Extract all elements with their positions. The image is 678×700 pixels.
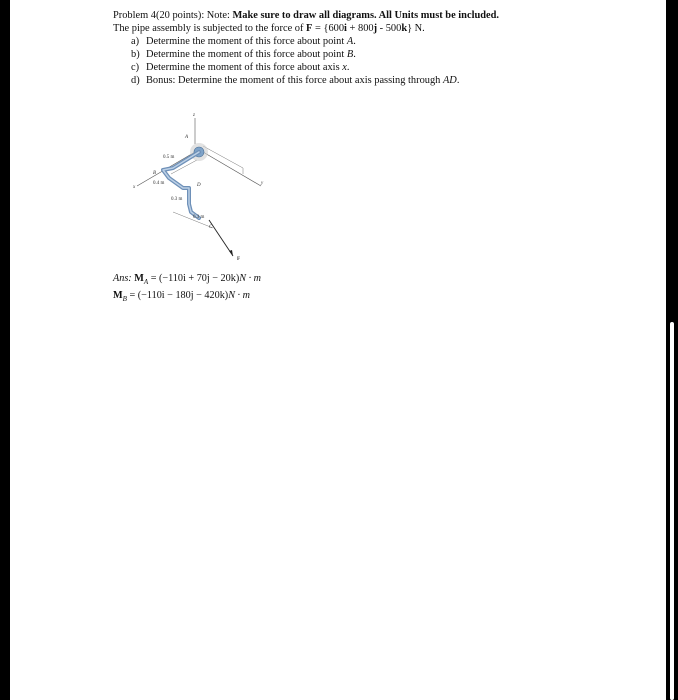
problem-header: Problem 4(20 points): Note: Make sure to draw all diagrams. All Units must be included. [113, 10, 500, 21]
label-F: F [237, 257, 241, 262]
label-y: y [261, 181, 264, 186]
answer [113, 272, 261, 306]
force-arrowhead [229, 250, 233, 256]
right-frame [666, 0, 678, 700]
dim-0-3m-b: 0.3 m [193, 215, 205, 220]
y-axis [203, 152, 261, 186]
question-a: a) Determine the moment of this force about point A. [131, 36, 356, 47]
label-B: B [153, 171, 157, 176]
problem-text [113, 9, 658, 87]
header-note-bold: Make sure to draw all diagrams. All Units must be included. [232, 10, 500, 21]
question-c: c) Determine the moment of this force about axis x. [131, 62, 350, 73]
answer-MA: Ans: $M_A = (-110i + 70j - 20k)N \cdot m$ [113, 273, 262, 287]
left-frame [0, 0, 10, 700]
scrollbar-thumb[interactable] [670, 322, 674, 700]
label-z: z [193, 113, 195, 118]
label-A: A [185, 135, 189, 140]
support-line [203, 146, 243, 168]
dim-0-3m-a: 0.3 m [171, 197, 183, 202]
answer-MB: $M_B = (-110i - 180j - 420k)N \cdot m$ [113, 290, 250, 304]
label-C: C [209, 225, 213, 230]
label-x: x [133, 185, 136, 190]
dim-0-5m: 0.5 m [163, 155, 175, 160]
question-d: d) Bonus: Determine the moment of this force about axis passing through AD. [131, 75, 460, 86]
question-b: b) Determine the moment of this force about point B. [131, 49, 356, 60]
pipe-assembly-figure [133, 108, 273, 268]
label-D: D [197, 183, 201, 188]
force-vector [209, 220, 233, 256]
problem-statement: The pipe assembly is subjected to the force of F = {600i + 800j - 500k} N. [113, 23, 425, 34]
dim-0-4m: 0.4 m [153, 181, 165, 186]
